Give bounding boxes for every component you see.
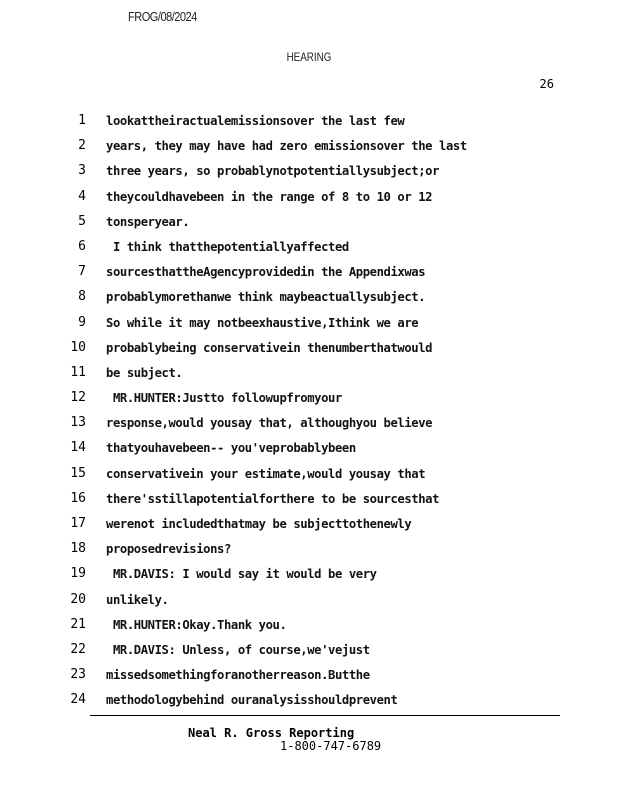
header-date: FROG/08/2024 [128,9,197,24]
line-text: there'sstillapotentialforthere to be sourcesthat [106,491,439,506]
line-text: So while it may notbeexhaustive,Ithink we are [106,315,419,330]
footer-divider [90,715,560,716]
line-text: lookattheiractualemissionsover the last few [106,114,405,128]
line-text: thatyouhavebeen-- you'veprobablybeen [106,441,356,456]
line-number: 21 [70,616,86,632]
line-text: MR.HUNTER:Okay.Thank you. [106,617,287,632]
transcript-line [0,364,618,389]
transcript-line [0,288,618,313]
transcript-line [0,691,618,716]
transcript-line [0,162,618,187]
line-text: tonsperyear. [106,214,190,229]
transcript-line [0,137,618,162]
line-text: proposedrevisions? [106,542,231,557]
line-text: werenot includedthatmay be subjecttothenewly [106,517,412,531]
line-text: unlikely. [106,592,169,607]
line-number: 23 [70,667,86,683]
line-number: 3 [78,163,86,179]
line-text: response,would yousay that, althoughyou believe [106,416,433,431]
transcript-line [0,565,618,590]
line-text: MR.HUNTER:Justto followupfromyour [106,391,342,406]
line-number: 11 [70,364,86,380]
transcript-line [0,263,618,288]
line-number: 6 [78,238,86,254]
transcript-line [0,188,618,213]
line-text: conservativein your estimate,would yousay that [106,466,426,481]
line-number: 13 [70,415,86,431]
line-text: methodologybehind ouranalysisshouldprevent [106,693,398,708]
transcript-line [0,490,618,515]
line-number: 9 [78,314,86,330]
line-text: theycouldhavebeen in the range of 8 to 10 or 12 [106,189,433,204]
line-number: 5 [78,213,86,229]
line-number: 1 [78,113,86,128]
transcript-line [0,465,618,490]
line-text: three years, so probablynotpotentiallysubject;or [106,164,439,179]
transcript-line [0,339,618,364]
line-number: 24 [70,692,86,708]
transcript-line [0,314,618,339]
transcript-line [0,666,618,691]
transcript-line [0,591,618,616]
transcript-line [0,439,618,464]
line-text: MR.DAVIS: Unless, of course,we'vejust [106,642,370,657]
footer-company: Neal R. Gross Reporting [188,726,355,740]
line-text: probablybeing conservativein thenumberthatwould [106,340,433,355]
line-number: 17 [70,516,86,531]
line-number: 18 [70,541,86,557]
transcript-line [0,616,618,641]
line-number: 15 [70,465,86,481]
line-number: 4 [78,188,86,204]
line-number: 7 [78,264,86,280]
line-number: 14 [70,440,86,456]
line-number: 2 [78,138,86,154]
transcript-line [0,213,618,238]
transcript-line [0,389,618,414]
line-number: 19 [70,566,86,582]
header-title: HEARING [286,50,332,64]
line-text: missedsomethingforanotherreason.Butthe [106,668,370,683]
line-number: 10 [70,339,86,355]
line-number: 20 [70,591,86,607]
transcript-line [0,414,618,439]
transcript-line [0,112,618,137]
line-number: 16 [70,490,86,506]
line-text: sourcesthattheAgencyprovidedin the Appendixwas [106,265,426,280]
line-text: years, they may have had zero emissionsover the last [106,139,467,154]
transcript-body [0,112,618,717]
line-text: I think thatthepotentiallyaffected [106,239,349,254]
line-text: MR.DAVIS: I would say it would be very [106,567,377,582]
line-text: be subject. [106,365,183,380]
line-number: 8 [78,289,86,305]
page-number: 26 [539,77,554,91]
line-number: 12 [70,390,86,406]
line-text: probablymorethanwe think maybeactuallysubject. [106,290,426,305]
transcript-line [0,515,618,540]
transcript-line [0,641,618,666]
transcript-line [0,540,618,565]
footer-phone: 1-800-747-6789 [280,739,382,753]
line-number: 22 [70,641,86,657]
transcript-line [0,238,618,263]
